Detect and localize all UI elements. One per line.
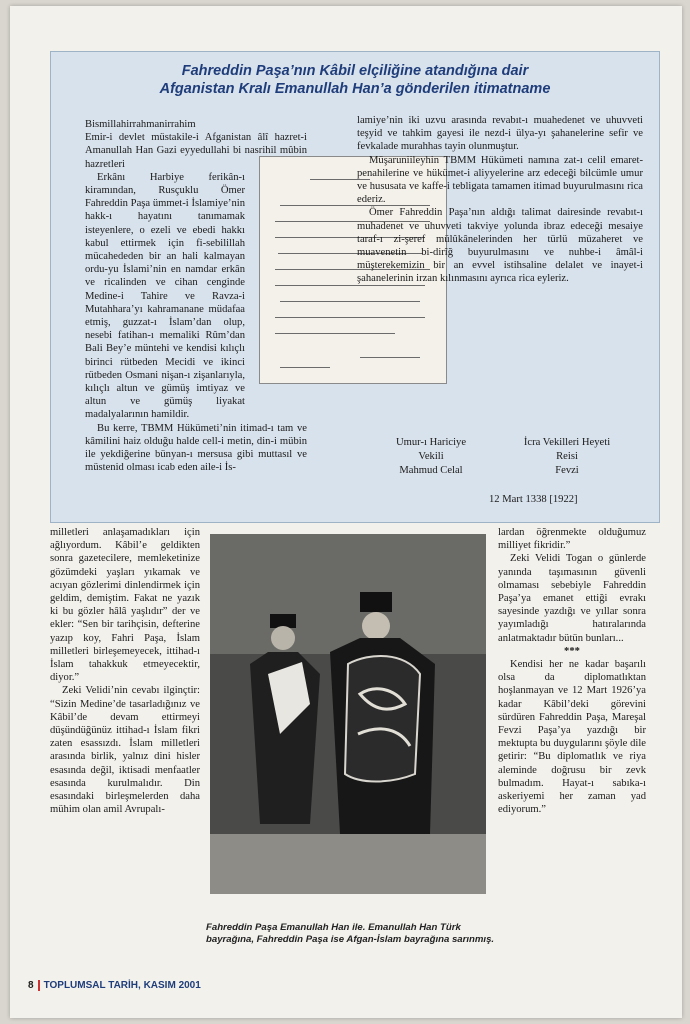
letter-paragraph: lamiye’nin iki uzvu arasında revabıt-ı muahedenet ve uhuvveti teşyid ve tahkim gayesi ile nezd-i ülya-yı şahanelerine sefir ve fevkalade murahhas tayin olunmuştur. (357, 115, 643, 153)
footer-divider (38, 980, 40, 991)
letter-paragraph: Müşaruniileyhin TBMM Hükümeti namına zat-ı celil emaret-penahilerine ve hükümet-i aliyyelerine arz edeceği bilcümle umur ve hususata ve kaffe-i tebligata tamamen itimad buyurulmasını rica ederiz. (357, 154, 643, 206)
article-paragraph: Zeki Velidi Togan o günlerde yanında taşımasının güvenli olmaması sebebiyle Fahreddin Paşa’ya emanet ettiği evrakı sayesinde yazdığı ve yıllar sonra yayımladığı hatıralarında anlatmaktadır bütün bunları... (498, 553, 646, 644)
historical-photo (210, 534, 486, 894)
article-column-left (50, 526, 200, 816)
magazine-name: TOPLUMSAL TARİH, KASIM 2001 (43, 980, 201, 992)
article-paragraph: Kendisi her ne kadar başarılı olsa da diplomatlıktan hoşlanmayan ve 12 Mart 1926’ya kadar Kâbil’deki görevini sürdüren Fahreddin Paşa, Mareşal Fevzi Paşa’ya yazdığı bir mektupta bu duygularını şöyle dile getirir: “Bu diplomatlık ve riya aleminde doğrusu bir zevk bulmadım. Hayat-ı sabıka-ı askeriyemi her zaman yad ediyorum.” (498, 659, 646, 816)
page-footer (28, 980, 201, 991)
signature-council-president: İcra Vekilleri Heyeti Reisi Fevzi (523, 437, 611, 476)
article-paragraph: milletleri anlaşamadıkları için ağlıyordum. Kâbil’e geldikten sonra gazetecilere, memleketinize gözümdeki yaşları yıkamak ve acıyan gözlerimi dinlendirmek için geldim, demiştim. Fakat ne yazık ki bu gözler hâlâ yaşlıdır” der ve ekler: “Sen bir tarihçisin, defterine yazıp koy, Fahri Paşa, İslam milletleri birleşemeyecek, ittihad-ı İslam tahakkuk etmeyecektir, diyor.” (50, 527, 200, 684)
photo-illustration (210, 534, 486, 894)
letter-paragraph: Bu kerre, TBMM Hükümeti’nin itimad-ı tam ve kâmilini haiz olduğu halde cell-i metin, din-i mübin ile yekdiğerine bünyan-ı mersusa gibi muttasıl ve müstenid olması icab eden aile-i İs- (85, 422, 307, 474)
letter-paragraph: Erkânı Harbiye ferikân-ı kiramından, Rusçuklu Ömer Fahreddin Paşa ümmet-i İslamiye’nin hakk-ı hayatını tanımamak isteyenlere, o ezeli ve ebedi hakkı kabul ettirmek için fi-sebilillah mücahededen bir an hali kalmayan ordu-yu İslami’nin en namdar erkân ve ricalinden ve cihan cenginde Medine-i Tahire ve Ravza-i Mutahhara’yı kahramanane müdafaa etmiş, guzzat-ı İslam’dan olup, nesebi fatihan-ı memaliki Rûm’dan Bali Bey’e müntehi ve kendisi kılıçlı birinci rütbeden Mecidi ve ikinci rütbeden Osmani nişan-ı zişanlarıyla, kılıçlı altun ve gümüş imtiyaz ve altun ve gümüş liyakat madalyalarının hamildir. (85, 171, 245, 421)
photo-caption: Fahreddin Paşa Emanullah Han ile. Emanullah Han Türk bayrağına, Fahreddin Paşa ise Afgan-İslam bayrağına sarınmış. (206, 922, 495, 945)
letter-right-column (357, 114, 643, 286)
letter-paragraph: Emir-i devlet müstakile-i Afganistan âlî hazret-i Amanullah Han Gazi eyyedullahi bi nasrihil mûbin hazretleri (85, 132, 307, 170)
article-column-right (498, 526, 646, 816)
section-separator: *** (564, 645, 580, 657)
signature-foreign-minister: Umur-ı Hariciye Vekili Mahmud Celal (395, 437, 467, 476)
magazine-page (10, 6, 682, 1018)
box-title: Fahreddin Paşa’nın Kâbil elçiliğine atandığına dair Afganistan Kralı Emanullah Han’a gönderilen itimatname (159, 63, 551, 97)
article-paragraph: lardan öğrenmekte olduğumuz milliyet fikridir.” (498, 527, 646, 552)
letter-paragraph: Bismillahirrahmanirrahim (85, 119, 196, 130)
article-paragraph: Zeki Velidi’nin cevabı ilginçtir: “Sizin Medine’de tasarladığınız ve Kâbil’de devam ettirmeyi düşündüğünüz ittihad-ı İslam fikri zaten esassızdı. İslam milletleri arasında birlik, yalnız dini hisler esasında değil, iktisadi menfaatler esasında kurulmalıdır. Din esasındaki birleşmelerden daha mühim olan amil Avrupalı- (50, 685, 200, 816)
credential-letter-box (50, 51, 660, 523)
letter-paragraph: Ömer Fahreddin Paşa’nın aldığı talimat dairesinde revabıt-ı muhadenet ve uhuvveti takviye yolunda ibraz edeceği mesaiye taraf-ı zi-şeref mülûkânelerinden her türlü müzaheret ve muavenetin bi-dirîğ buyurulmasını ve nuhbe-i âmâl-i müşterekemizin bir an evvel istihsaline delalet ve inayet-i şahanelerinin irzan kılınmasını ayrıca rica eyleriz. (357, 207, 643, 285)
page-number: 8 (28, 980, 34, 992)
letter-date: 12 Mart 1338 [1922] (489, 494, 578, 505)
